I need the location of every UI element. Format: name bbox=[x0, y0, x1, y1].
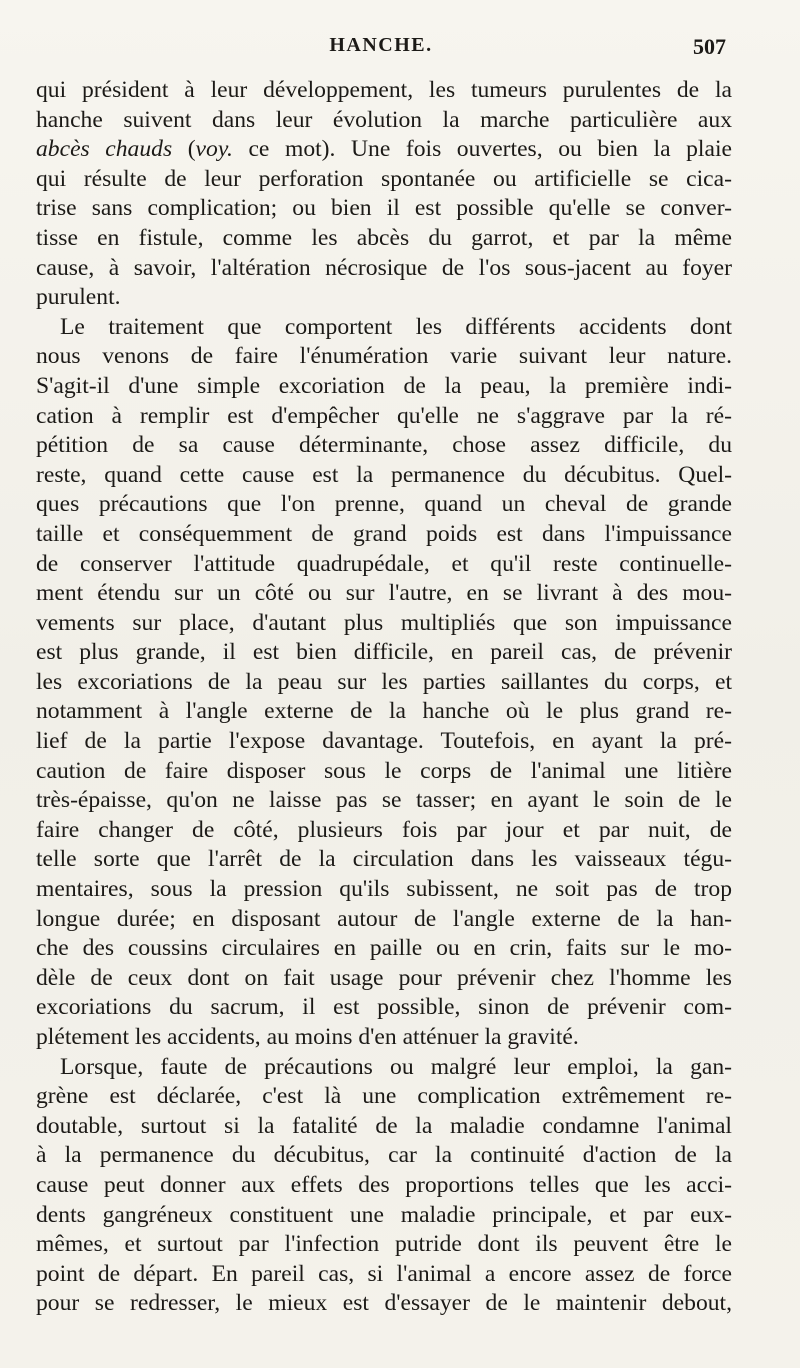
page-number: 507 bbox=[693, 34, 726, 59]
text-line: trise sans complication; ou bien il est possible qu'elle se conver- bbox=[36, 195, 732, 222]
text-line: vements sur place, d'autant plus multipliés que son impuissance bbox=[36, 609, 732, 636]
text-line: dèle de ceux dont on fait usage pour prévenir chez l'homme les bbox=[36, 964, 732, 991]
text-line: hanche suivent dans leur évolution la marche particulière aux bbox=[36, 106, 732, 133]
text-line: cause, à savoir, l'altération nécrosique de l'os sous-jacent au foyer bbox=[36, 254, 732, 281]
text-line: faire changer de côté, plusieurs fois par jour et par nuit, de bbox=[36, 816, 732, 843]
text-line: Lorsque, faute de précautions ou malgré leur emploi, la gan- bbox=[60, 1053, 732, 1080]
body-text bbox=[36, 76, 732, 1319]
text-line: plétement les accidents, au moins d'en atténuer la gravité. bbox=[36, 1024, 579, 1050]
text-line: à la permanence du décubitus, car la continuité d'action de la bbox=[36, 1142, 732, 1169]
text-line: grène est déclarée, c'est là une complication extrêmement re- bbox=[36, 1083, 732, 1110]
text-line: point de départ. En pareil cas, si l'animal a encore assez de force bbox=[36, 1260, 732, 1287]
text-line: cation à remplir est d'empêcher qu'elle ne s'aggrave par la ré- bbox=[36, 402, 732, 429]
paragraph bbox=[36, 1053, 732, 1319]
text-line: caution de faire disposer sous le corps de l'animal une litière bbox=[36, 757, 732, 784]
text-line: est plus grande, il est bien difficile, en pareil cas, de prévenir bbox=[36, 639, 732, 666]
paragraph bbox=[36, 313, 732, 1053]
paragraph bbox=[36, 76, 732, 313]
text-line: qui résulte de leur perforation spontanée ou artificielle se cica- bbox=[36, 165, 732, 192]
text-line: taille et conséquemment de grand poids est dans l'impuissance bbox=[36, 520, 732, 547]
text-line: Le traitement que comportent les différents accidents dont bbox=[60, 313, 732, 340]
text-line: les excoriations de la peau sur les parties saillantes du corps, et bbox=[36, 668, 732, 695]
text-line: pour se redresser, le mieux est d'essayer de le maintenir debout, bbox=[36, 1290, 732, 1317]
text-line: de conserver l'attitude quadrupédale, et qu'il reste continuelle- bbox=[36, 550, 732, 577]
text-line: reste, quand cette cause est la permanence du décubitus. Quel- bbox=[36, 461, 732, 488]
text-line: mêmes, et surtout par l'infection putride dont ils peuvent être le bbox=[36, 1231, 732, 1258]
text-line: ques précautions que l'on prenne, quand un cheval de grande bbox=[36, 491, 732, 518]
text-line: dents gangréneux constituent une maladie principale, et par eux- bbox=[36, 1201, 732, 1228]
text-line: telle sorte que l'arrêt de la circulation dans les vaisseaux tégu- bbox=[36, 846, 732, 873]
text-line: tisse en fistule, comme les abcès du garrot, et par la même bbox=[36, 224, 732, 251]
text-line: mentaires, sous la pression qu'ils subissent, ne soit pas de trop bbox=[36, 876, 732, 903]
text-line: cause peut donner aux effets des proportions telles que les acci- bbox=[36, 1171, 732, 1198]
text-line: S'agit-il d'une simple excoriation de la peau, la première indi- bbox=[36, 372, 732, 399]
page-header bbox=[36, 30, 726, 64]
running-head: HANCHE. bbox=[329, 34, 433, 56]
text-line: excoriations du sacrum, il est possible, sinon de prévenir com- bbox=[36, 994, 732, 1021]
text-line: lief de la partie l'expose davantage. Toutefois, en ayant la pré- bbox=[36, 728, 732, 755]
text-line: qui président à leur développement, les tumeurs purulentes de la bbox=[36, 77, 732, 103]
text-line: abcès chauds (voy. ce mot). Une fois ouvertes, ou bien la plaie bbox=[36, 136, 732, 163]
text-line: ment étendu sur un côté ou sur l'autre, en se livrant à des mou- bbox=[36, 580, 732, 607]
text-line: longue durée; en disposant autour de l'angle externe de la han- bbox=[36, 905, 732, 932]
text-line: che des coussins circulaires en paille ou en crin, faits sur le mo- bbox=[36, 935, 732, 962]
text-line: doutable, surtout si la fatalité de la maladie condamne l'animal bbox=[36, 1112, 732, 1139]
text-line: purulent. bbox=[36, 284, 121, 311]
text-line: notamment à l'angle externe de la hanche où le plus grand re- bbox=[36, 698, 732, 725]
text-line: nous venons de faire l'énumération varie suivant leur nature. bbox=[36, 343, 732, 370]
text-line: très-épaisse, qu'on ne laisse pas se tasser; en ayant le soin de le bbox=[36, 787, 732, 814]
text-line: pétition de sa cause déterminante, chose assez difficile, du bbox=[36, 432, 732, 459]
